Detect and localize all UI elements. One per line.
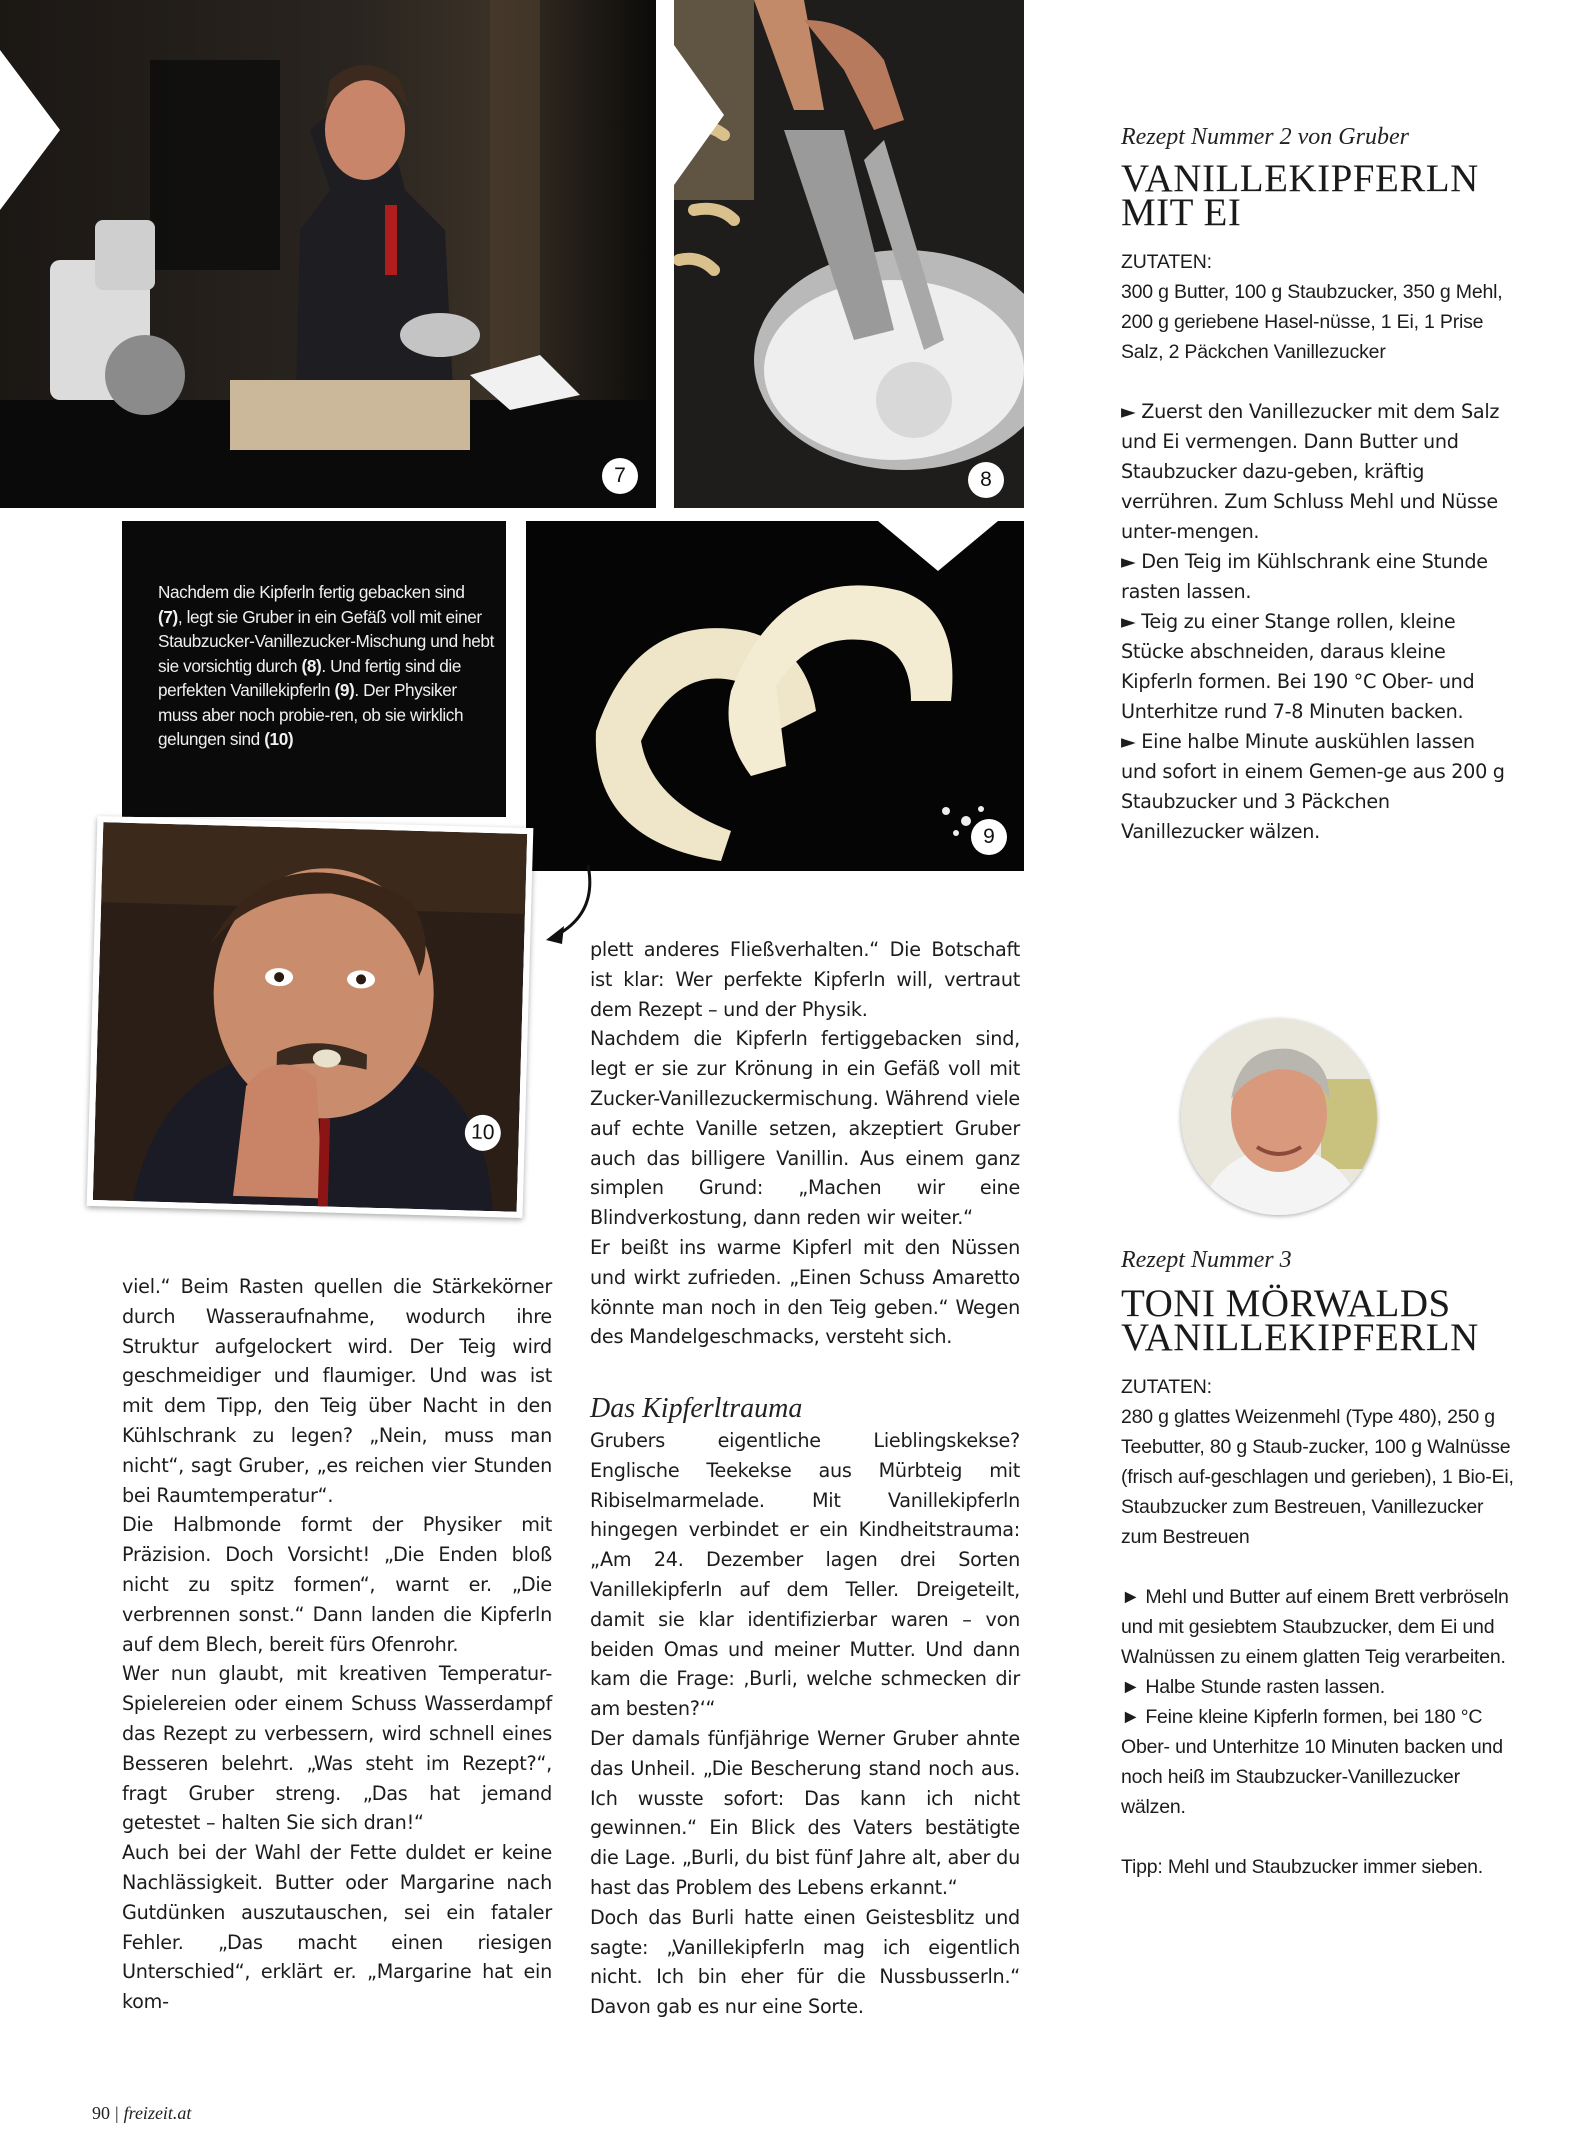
arrow-marker-icon (674, 45, 724, 185)
article-column-mid-bottom (590, 1426, 1020, 2022)
arrow-marker-icon (0, 50, 60, 210)
article-column-mid-top (590, 935, 1020, 1352)
photo-number-badge: 9 (971, 819, 1007, 855)
recipe-title: VANILLEKIPFERLN MIT EI (1121, 157, 1479, 234)
photo-number-badge: 7 (602, 458, 638, 494)
paragraph: Er beißt ins warme Kipferl mit den Nüssen und wirkt zufrieden. „Einen Schuss Amaretto könnte man noch in den Teig geben.“ Wegen des Mandelgeschmacks, versteht sich. (590, 1235, 1020, 1349)
paragraph: Die Halbmonde formt der Physiker mit Präzision. Doch Vorsicht! „Die Enden bloß nicht zu spitz formen“, warnt er. „Die verbrennen sonst.“ Dann landen die Kipferln auf dem Blech, bereit fürs Ofenrohr. (122, 1513, 552, 1656)
page-number: 90 (92, 2103, 110, 2123)
paragraph: Auch bei der Wahl der Fette duldet er keine Nachlässigkeit. Butter oder Margarine nach Gutdünken auszutauschen, sei ein fataler Fehler. „Das macht einen riesigen Unterschied“, erklärt er. „Margarine hat ein kom- (122, 1841, 552, 2014)
section-subheading: Das Kipferltrauma (590, 1393, 803, 1424)
article-column-left (122, 1272, 552, 2017)
recipe-body (1121, 1372, 1516, 1882)
portrait-toni-moerwald (1181, 1019, 1377, 1215)
photo-vanillekipferln (526, 521, 1024, 871)
photo-number-badge: 10 (464, 1114, 501, 1151)
paragraph: viel.“ Beim Rasten quellen die Stärkekörner durch Wasseraufnahme, wodurch ihre Struktur aufgelockert wird. Der Teig wird geschmeidiger und flaumiger. Und was ist mit dem Tipp, den Teig über Nacht in den Kühlschrank zu legen? „Nein, muss man nicht“, sagt Gruber, „es reichen vier Stunden bei Raumtemperatur“. (122, 1275, 552, 1507)
paragraph: Wer nun glaubt, mit kreativen Temperatur-Spielereien oder einem Schuss Wasserdampf das Rezept zu verbessern, wird schnell eines Besseren belehrt. „Was steht im Rezept?“, fragt Gruber streng. „Das hat jemand getestet – halten Sie sich dran!“ (122, 1662, 552, 1835)
recipe-step: ► Teig zu einer Stange rollen, kleine Stücke abschneiden, daraus kleine Kipferln formen. Bei 190 °C Ober- und Unterhitze rund 7-8 Minuten backen. (1121, 610, 1475, 723)
photo-tongs-sugar (674, 0, 1024, 508)
recipe-label: Rezept Nummer 3 (1121, 1247, 1292, 1273)
footer-site: freizeit.at (123, 2103, 192, 2123)
recipe-tip: Tipp: Mehl und Staubzucker immer sieben. (1121, 1856, 1483, 1878)
recipe-step: ► Den Teig im Kühlschrank eine Stunde rasten lassen. (1121, 550, 1488, 603)
recipe-step: ► Halbe Stunde rasten lassen. (1121, 1676, 1385, 1698)
paragraph: Doch das Burli hatte einen Geistesblitz und sagte: „Vanillekipferln mag ich eigentlich nicht. Ich bin eher für die Nussbusserln.“ Davon gab es nur eine Sorte. (590, 1905, 1020, 2019)
recipe-label: Rezept Nummer 2 von Gruber (1121, 124, 1409, 150)
recipe-body (1121, 247, 1516, 847)
recipe-step: ► Zuerst den Vanillezucker mit dem Salz und Ei vermengen. Dann Butter und Staubzucker dazu-geben, kräftig verrühren. Zum Schluss Mehl und Nüsse unter-mengen. (1121, 400, 1500, 543)
photo-caption: Nachdem die Kipferln fertig gebacken sind (7), legt sie Gruber in ein Gefäß voll mit einer Staubzucker-Vanillezucker-Mischung und hebt sie vorsichtig durch (8). Und fertig sind die perfekten Vanillekipferln (9). Der Physiker muss aber noch probie-ren, ob sie wirklich gelungen sind (10) (158, 582, 494, 749)
photo-number-badge: 8 (968, 462, 1004, 498)
curved-arrow-icon (538, 860, 598, 960)
paragraph: Der damals fünfjährige Werner Gruber ahnte das Unheil. „Die Bescherung stand noch aus. Ich wusste sofort: Das kann ich nicht gewinnen.“ Ein Blick des Vaters bestätigte die Lage. „Burli, du bist fünf Jahre alt, aber du hast das Problem des Lebens erkannt.“ (590, 1726, 1020, 1899)
photo-gruber-tasting (87, 816, 534, 1218)
recipe-step: ► Eine halbe Minute auskühlen lassen und sofort in einem Gemen-ge aus 200 g Staubzucker und 3 Päckchen Vanillezucker wälzen. (1121, 730, 1505, 843)
arrow-marker-icon (878, 521, 998, 571)
page-footer: 90 | freizeit.at (92, 2103, 192, 2123)
zutaten-list: 300 g Butter, 100 g Staubzucker, 350 g Mehl, 200 g geriebene Hasel-nüsse, 1 Ei, 1 Prise Salz, 2 Päckchen Vanillezucker (1121, 281, 1503, 363)
paragraph: plett anderes Fließverhalten.“ Die Botschaft ist klar: Wer perfekte Kipferln will, vertraut dem Rezept – und der Physik. (590, 938, 1020, 1021)
zutaten-label: ZUTATEN: (1121, 251, 1212, 273)
paragraph: Nachdem die Kipferln fertiggebacken sind, legt er sie zur Krönung in ein Gefäß voll mit Zucker-Vanillezuckermischung. Während viele auf echte Vanille setzen, akzeptiert Gruber auch das billigere Vanillin. Aus einem ganz simplen Grund: „Machen wir eine Blindverkostung, dann reden wir weiter.“ (590, 1027, 1020, 1230)
recipe-step: ► Mehl und Butter auf einem Brett verbröseln und mit gesiebtem Staubzucker, dem Ei und Walnüssen zu einem glatten Teig verarbeiten. (1121, 1586, 1509, 1668)
photo-gruber-kitchen (0, 0, 656, 508)
recipe-title: TONI MÖRWALDS VANILLEKIPFERLN (1121, 1282, 1479, 1359)
zutaten-list: 280 g glattes Weizenmehl (Type 480), 250 g Teebutter, 80 g Staub-zucker, 100 g Walnüsse (frisch auf-geschlagen und gerieben), 1 Bio-Ei, Staubzucker zum Bestreuen, Vanillezucker zum Bestreuen (1121, 1406, 1514, 1548)
paragraph: Grubers eigentliche Lieblingskekse? Englische Teekekse aus Mürbteig mit Ribiselmarmelade. Mit Vanillekipferln hingegen verbindet er ein Kindheitstrauma: „Am 24. Dezember lagen drei Sorten Vanillekipferln auf dem Teller. Dreigeteilt, damit sie klar identifizierbar waren – von beiden Omas und meiner Mutter. Und dann kam die Frage: ‚Burli, welche schmecken dir am besten?‘“ (590, 1429, 1020, 1721)
recipe-step: ► Feine kleine Kipferln formen, bei 180 °C Ober- und Unterhitze 10 Minuten backen und noch heiß im Staubzucker-Vanillezucker wälzen. (1121, 1706, 1503, 1818)
zutaten-label: ZUTATEN: (1121, 1376, 1212, 1398)
